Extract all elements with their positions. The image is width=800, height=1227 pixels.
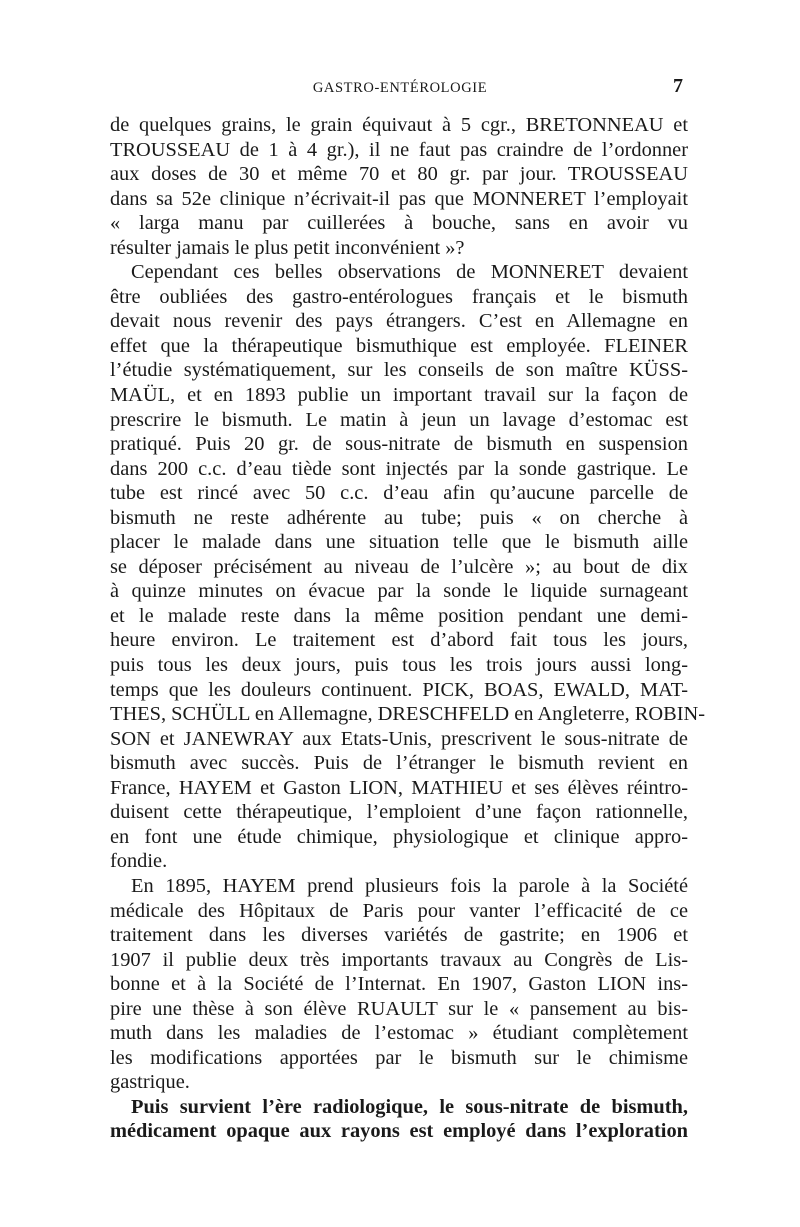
text-line: France, HAYEM et Gaston LION, MATHIEU et ses élèves réintro- bbox=[110, 776, 688, 799]
page-number: 7 bbox=[673, 75, 683, 97]
text-line: en font une étude chimique, physiologique et clinique appro- bbox=[110, 825, 688, 848]
body-text bbox=[110, 113, 706, 1144]
paragraph bbox=[110, 113, 688, 260]
text-line: médicale des Hôpitaux de Paris pour vanter l’efficacité de ce bbox=[110, 899, 688, 922]
paragraph bbox=[110, 1095, 688, 1144]
text-line: placer le malade dans une situation telle que le bismuth aille bbox=[110, 531, 688, 554]
text-line: et le malade reste dans la même position pendant une demi- bbox=[110, 604, 688, 627]
text-line: les modifications apportées par le bismuth sur le chimisme bbox=[110, 1046, 688, 1069]
text-line: heure environ. Le traitement est d’abord fait tous les jours, bbox=[110, 629, 688, 652]
text-line: bonne et à la Société de l’Internat. En 1907, Gaston LION ins- bbox=[110, 973, 688, 996]
paragraph bbox=[110, 260, 706, 874]
text-line: duisent cette thérapeutique, l’emploient d’une façon rationnelle, bbox=[110, 801, 688, 824]
text-line: TROUSSEAU de 1 à 4 gr.), il ne faut pas craindre de l’ordonner bbox=[110, 138, 688, 161]
text-line: « larga manu par cuillerées à bouche, sans en avoir vu bbox=[110, 212, 688, 235]
text-line: gastrique. bbox=[110, 1071, 190, 1094]
text-line: l’étudie systématiquement, sur les conseils de son maître KÜSS- bbox=[110, 359, 688, 382]
text-line: muth dans les maladies de l’estomac » étudiant complètement bbox=[110, 1022, 688, 1045]
text-line: prescrire le bismuth. Le matin à jeun un lavage d’estomac est bbox=[110, 408, 688, 431]
paragraph bbox=[110, 874, 688, 1095]
text-line: Puis survient l’ère radiologique, le sous-nitrate de bismuth, bbox=[131, 1095, 688, 1118]
text-line: à quinze minutes on évacue par la sonde le liquide surnageant bbox=[110, 580, 688, 603]
text-line: se déposer précisément au niveau de l’ulcère »; au bout de dix bbox=[110, 555, 688, 578]
text-line: bismuth ne reste adhérente au tube; puis « on cherche à bbox=[110, 506, 688, 529]
text-line: THES, SCHÜLL en Allemagne, DRESCHFELD en Angleterre, ROBIN- bbox=[110, 703, 706, 726]
text-line: tube est rincé avec 50 c.c. d’eau afin qu’aucune parcelle de bbox=[110, 482, 688, 505]
text-line: effet que la thérapeutique bismuthique est employée. FLEINER bbox=[110, 334, 688, 357]
text-line: aux doses de 30 et même 70 et 80 gr. par jour. TROUSSEAU bbox=[110, 163, 688, 186]
text-line: fondie. bbox=[110, 850, 168, 873]
text-line: être oubliées des gastro-entérologues français et le bismuth bbox=[110, 285, 688, 308]
text-line: traitement dans les diverses variétés de gastrite; en 1906 et bbox=[110, 924, 688, 947]
text-line: MAÜL, et en 1893 publie un important travail sur la façon de bbox=[110, 384, 688, 407]
text-line: médicament opaque aux rayons est employé dans l’exploration bbox=[110, 1120, 688, 1143]
text-line: devait nous revenir des pays étrangers. C’est en Allemagne en bbox=[110, 310, 688, 333]
text-line: temps que les douleurs continuent. PICK, BOAS, EWALD, MAT- bbox=[110, 678, 688, 701]
text-line: pratiqué. Puis 20 gr. de sous-nitrate de bismuth en suspension bbox=[110, 433, 688, 456]
text-line: dans sa 52e clinique n’écrivait-il pas que MONNERET l’employait bbox=[110, 187, 688, 210]
text-line: résulter jamais le plus petit inconvénient »? bbox=[110, 236, 465, 259]
text-line: puis tous les deux jours, puis tous les trois jours aussi long- bbox=[110, 654, 688, 677]
text-line: de quelques grains, le grain équivaut à 5 cgr., BRETONNEAU et bbox=[110, 114, 688, 136]
running-title: GASTRO-ENTÉROLOGIE bbox=[312, 80, 488, 96]
text-line: Cependant ces belles observations de MONNERET devaient bbox=[131, 261, 688, 284]
text-line: 1907 il publie deux très importants travaux au Congrès de Lis- bbox=[110, 948, 688, 971]
text-line: En 1895, HAYEM prend plusieurs fois la parole à la Société bbox=[131, 874, 688, 897]
text-line: SON et JANEWRAY aux Etats-Unis, prescrivent le sous-nitrate de bbox=[110, 727, 688, 750]
text-line: bismuth avec succès. Puis de l’étranger le bismuth revient en bbox=[110, 752, 688, 775]
text-line: dans 200 c.c. d’eau tiède sont injectés par la sonde gastrique. Le bbox=[110, 457, 688, 480]
text-line: pire une thèse à son élève RUAULT sur le « pansement au bis- bbox=[110, 997, 688, 1020]
